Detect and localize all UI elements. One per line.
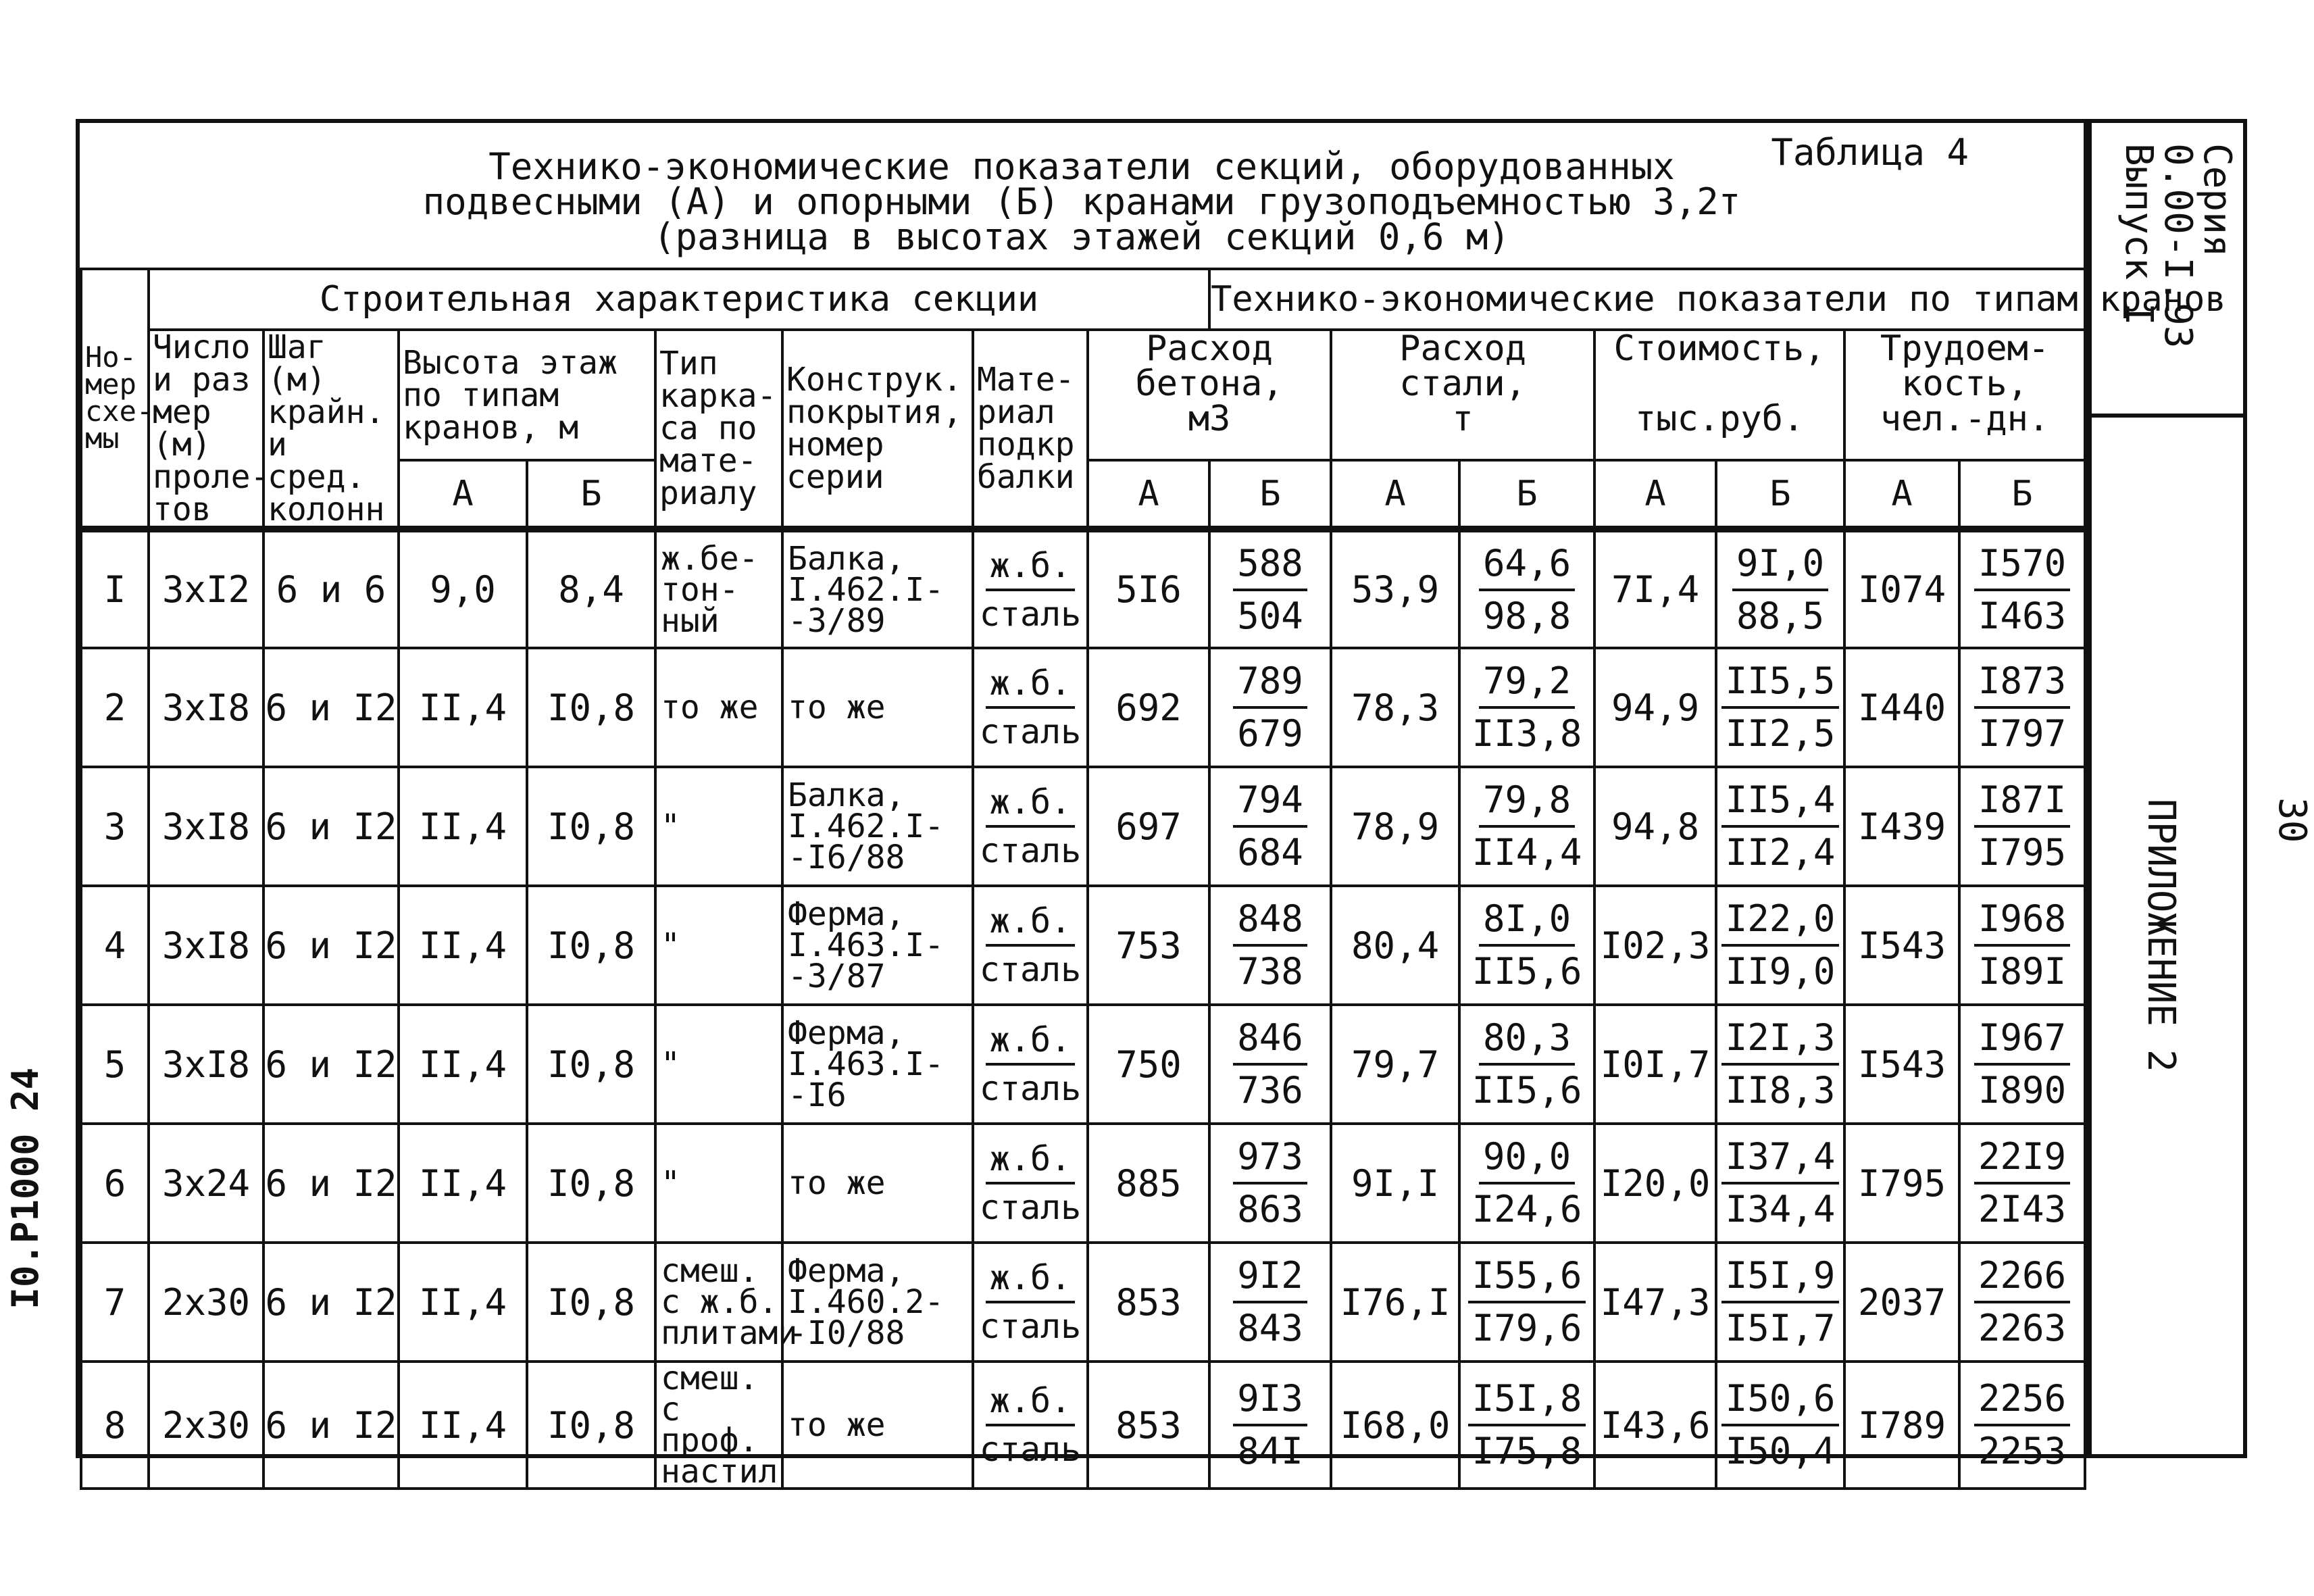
- concrete-b-value: [1209, 529, 1331, 648]
- spans-value: 3хI8: [149, 1005, 263, 1124]
- labor-b-value-top: 2266: [1974, 1255, 2070, 1303]
- header-step: Шаг (м) крайн. и сред. колонн: [263, 330, 399, 529]
- steel-b-value-bottom: II5,6: [1472, 1069, 1582, 1112]
- construct-value: Ферма, I.460.2- -I0/88: [782, 1243, 973, 1362]
- labor-b-value-top: I968: [1974, 898, 2070, 947]
- cost-a-value: I20,0: [1594, 1124, 1716, 1243]
- labor-b-value-bottom: I890: [1978, 1069, 2067, 1112]
- labor-b-value-fraction: [1961, 1136, 2084, 1230]
- steel-b-value: [1459, 529, 1594, 648]
- construct-value: Балка, I.462.I- -I6/88: [782, 767, 973, 886]
- concrete-b-value-top: 789: [1233, 660, 1307, 709]
- material-value-fraction: [974, 547, 1086, 633]
- labor-b-value: [1959, 529, 2085, 648]
- cost-a-value: I0I,7: [1594, 1005, 1716, 1124]
- concrete-b-value-fraction: [1211, 543, 1330, 637]
- labor-b-value-fraction: [1961, 779, 2084, 874]
- concrete-b-value-top: 848: [1233, 898, 1307, 947]
- cost-b-value-top: 9I,0: [1732, 543, 1828, 591]
- cost-a-value: 7I,4: [1594, 529, 1716, 648]
- material-value-bottom: сталь: [979, 831, 1082, 870]
- construct-value: Ферма, I.463.I- -I6: [782, 1005, 973, 1124]
- concrete-b-value-bottom: 738: [1237, 950, 1303, 993]
- material-value: [973, 1005, 1088, 1124]
- table-row: [81, 886, 2085, 1005]
- concrete-a-value: 753: [1088, 886, 1209, 1005]
- table-row: [81, 1362, 2085, 1489]
- steel-b-value-bottom: II3,8: [1472, 712, 1582, 755]
- header-concrete-b: Б: [1209, 460, 1331, 529]
- page-number: 30: [2270, 797, 2314, 843]
- steel-a-value: 79,7: [1331, 1005, 1459, 1124]
- construct-value: то же: [782, 1362, 973, 1489]
- height-a-value: II,4: [399, 1362, 527, 1489]
- cost-b-value-top: II5,4: [1721, 779, 1840, 828]
- cost-b-value: [1716, 648, 1844, 767]
- table-row: [81, 648, 2085, 767]
- steel-a-value: 78,3: [1331, 648, 1459, 767]
- header-labor-a: А: [1844, 460, 1959, 529]
- concrete-b-value-bottom: 504: [1237, 594, 1303, 637]
- concrete-b-value-top: 794: [1233, 779, 1307, 828]
- scheme-number: 4: [81, 886, 149, 1005]
- cost-b-value-fraction: [1717, 543, 1843, 637]
- cost-b-value-bottom: II9,0: [1725, 950, 1836, 993]
- cost-b-value: [1716, 529, 1844, 648]
- labor-b-value: [1959, 886, 2085, 1005]
- step-value: 6 и I2: [263, 1243, 399, 1362]
- frame-type-value: ": [655, 886, 782, 1005]
- cost-b-value-top: I22,0: [1721, 898, 1840, 947]
- header-labor: Трудоем- кость, чел.-дн.: [1844, 330, 2085, 460]
- header-frame-type: Тип карка- са по мате- риалу: [655, 330, 782, 529]
- steel-a-value: 78,9: [1331, 767, 1459, 886]
- header-tech-group: Технико-экономические показатели по типам кранов: [1209, 269, 2085, 330]
- labor-b-value-top: 22I9: [1974, 1136, 2070, 1184]
- cost-b-value-bottom: II2,5: [1725, 712, 1836, 755]
- material-value-fraction: [974, 1259, 1086, 1345]
- concrete-b-value: [1209, 648, 1331, 767]
- step-value: 6 и 6: [263, 529, 399, 648]
- concrete-b-value: [1209, 1243, 1331, 1362]
- concrete-b-value-top: 9I2: [1233, 1255, 1307, 1303]
- header-labor-b: Б: [1959, 460, 2085, 529]
- height-a-value: II,4: [399, 767, 527, 886]
- title-line-3: (разница в высотах этажей секций 0,6 м): [653, 216, 1510, 258]
- cost-b-value: [1716, 1005, 1844, 1124]
- cost-b-value-top: I37,4: [1721, 1136, 1840, 1184]
- labor-b-value-top: I873: [1974, 660, 2070, 709]
- construct-value: Балка, I.462.I- -3/89: [782, 529, 973, 648]
- concrete-a-value: 5I6: [1088, 529, 1209, 648]
- labor-b-value-fraction: [1961, 1378, 2084, 1472]
- material-value: [973, 1124, 1088, 1243]
- steel-b-value-fraction: [1461, 660, 1593, 755]
- material-value-top: ж.б.: [986, 664, 1075, 709]
- labor-b-value-bottom: 2I43: [1978, 1188, 2067, 1230]
- step-value: 6 и I2: [263, 1362, 399, 1489]
- cost-b-value-fraction: [1717, 1255, 1843, 1349]
- frame-type-value: ": [655, 1005, 782, 1124]
- scheme-number: 7: [81, 1243, 149, 1362]
- cost-b-value-bottom: 88,5: [1736, 594, 1825, 637]
- header-concrete-a: А: [1088, 460, 1209, 529]
- labor-a-value: I439: [1844, 767, 1959, 886]
- cost-b-value-top: I2I,3: [1721, 1017, 1840, 1066]
- concrete-b-value-top: 973: [1233, 1136, 1307, 1184]
- cost-b-value-fraction: [1717, 1378, 1843, 1472]
- frame-type-value: смеш. с ж.б. плитами: [655, 1243, 782, 1362]
- height-a-value: II,4: [399, 1124, 527, 1243]
- spans-value: 3хI8: [149, 886, 263, 1005]
- labor-b-value-bottom: I89I: [1978, 950, 2067, 993]
- height-a-value: II,4: [399, 1243, 527, 1362]
- concrete-a-value: 853: [1088, 1243, 1209, 1362]
- concrete-b-value-bottom: 843: [1237, 1307, 1303, 1349]
- spans-value: 2х30: [149, 1362, 263, 1489]
- material-value-bottom: сталь: [979, 1069, 1082, 1108]
- concrete-a-value: 885: [1088, 1124, 1209, 1243]
- material-value-bottom: сталь: [979, 1430, 1082, 1469]
- material-value-fraction: [974, 1382, 1086, 1468]
- steel-b-value-bottom: II4,4: [1472, 831, 1582, 874]
- material-value-top: ж.б.: [986, 1259, 1075, 1303]
- spans-value: 3хI2: [149, 529, 263, 648]
- concrete-b-value-bottom: 863: [1237, 1188, 1303, 1230]
- scheme-number: 6: [81, 1124, 149, 1243]
- frame-type-value: то же: [655, 648, 782, 767]
- concrete-b-value-bottom: 84I: [1237, 1430, 1303, 1472]
- appendix-label: ПРИЛОЖЕНИЕ 2: [2139, 799, 2183, 1072]
- concrete-b-value-bottom: 679: [1237, 712, 1303, 755]
- concrete-a-value: 853: [1088, 1362, 1209, 1489]
- concrete-b-value-top: 588: [1233, 543, 1307, 591]
- scheme-number: I: [81, 529, 149, 648]
- frame-type-value: смеш. с проф. настил: [655, 1362, 782, 1489]
- step-value: 6 и I2: [263, 1005, 399, 1124]
- spans-value: 3хI8: [149, 648, 263, 767]
- cost-b-value: [1716, 767, 1844, 886]
- concrete-b-value-fraction: [1211, 1136, 1330, 1230]
- header-steel-a: А: [1331, 460, 1459, 529]
- steel-b-value-top: 79,2: [1479, 660, 1575, 709]
- cost-a-value: I43,6: [1594, 1362, 1716, 1489]
- header-height-a: А: [399, 460, 527, 529]
- concrete-b-value-fraction: [1211, 1255, 1330, 1349]
- height-b-value: I0,8: [527, 1005, 655, 1124]
- spans-value: 2х30: [149, 1243, 263, 1362]
- steel-b-value: [1459, 648, 1594, 767]
- height-b-value: I0,8: [527, 767, 655, 886]
- labor-b-value-bottom: I797: [1978, 712, 2067, 755]
- concrete-b-value-top: 9I3: [1233, 1378, 1307, 1426]
- steel-b-value-fraction: [1461, 1017, 1593, 1112]
- material-value-bottom: сталь: [979, 1307, 1082, 1346]
- steel-b-value-fraction: [1461, 1378, 1593, 1472]
- labor-a-value: I543: [1844, 886, 1959, 1005]
- cost-b-value-bottom: II8,3: [1725, 1069, 1836, 1112]
- material-value: [973, 1243, 1088, 1362]
- material-value: [973, 529, 1088, 648]
- labor-a-value: I440: [1844, 648, 1959, 767]
- concrete-a-value: 697: [1088, 767, 1209, 886]
- table-row: [81, 1124, 2085, 1243]
- side-panel: [2088, 119, 2247, 1458]
- material-value-bottom: сталь: [979, 1188, 1082, 1227]
- concrete-a-value: 750: [1088, 1005, 1209, 1124]
- labor-b-value: [1959, 1124, 2085, 1243]
- title-line-1: Технико-экономические показатели секций, оборудованных: [488, 145, 1675, 188]
- steel-b-value-fraction: [1461, 779, 1593, 874]
- material-value-bottom: сталь: [979, 950, 1082, 989]
- height-a-value: II,4: [399, 886, 527, 1005]
- series-label: Серия 0.00-I.93 Выпуск I: [2117, 143, 2239, 349]
- steel-a-value: 53,9: [1331, 529, 1459, 648]
- concrete-b-value-fraction: [1211, 1017, 1330, 1112]
- cost-b-value: [1716, 1243, 1844, 1362]
- cost-b-value-bottom: II2,4: [1725, 831, 1836, 874]
- labor-b-value-top: I570: [1974, 543, 2070, 591]
- cost-b-value-bottom: I50,4: [1725, 1430, 1836, 1472]
- cost-b-value: [1716, 1124, 1844, 1243]
- height-b-value: I0,8: [527, 886, 655, 1005]
- material-value-top: ж.б.: [986, 783, 1075, 828]
- labor-a-value: I074: [1844, 529, 1959, 648]
- height-b-value: I0,8: [527, 1362, 655, 1489]
- cost-b-value-fraction: [1717, 660, 1843, 755]
- header-construct: Конструк. покрытия, номер серии: [782, 330, 973, 529]
- table-row: [81, 529, 2085, 648]
- material-value: [973, 886, 1088, 1005]
- height-a-value: II,4: [399, 648, 527, 767]
- step-value: 6 и I2: [263, 648, 399, 767]
- concrete-b-value: [1209, 1124, 1331, 1243]
- material-value-top: ж.б.: [986, 1140, 1075, 1184]
- labor-a-value: I789: [1844, 1362, 1959, 1489]
- steel-b-value: [1459, 1124, 1594, 1243]
- material-value: [973, 648, 1088, 767]
- height-b-value: I0,8: [527, 1243, 655, 1362]
- labor-a-value: I795: [1844, 1124, 1959, 1243]
- material-value-bottom: сталь: [979, 594, 1082, 634]
- spans-value: 3х24: [149, 1124, 263, 1243]
- labor-b-value: [1959, 1243, 2085, 1362]
- height-a-value: II,4: [399, 1005, 527, 1124]
- cost-b-value-fraction: [1717, 1017, 1843, 1112]
- labor-b-value-bottom: 2263: [1978, 1307, 2067, 1349]
- steel-b-value: [1459, 1362, 1594, 1489]
- construct-value: Ферма, I.463.I- -3/87: [782, 886, 973, 1005]
- labor-b-value-bottom: I463: [1978, 594, 2067, 637]
- labor-b-value-top: 2256: [1974, 1378, 2070, 1426]
- header-steel: Расход стали, т: [1331, 330, 1594, 460]
- labor-b-value-fraction: [1961, 898, 2084, 993]
- cost-b-value-top: I5I,9: [1721, 1255, 1840, 1303]
- step-value: 6 и I2: [263, 886, 399, 1005]
- steel-b-value-top: I55,6: [1468, 1255, 1586, 1303]
- header-material: Мате- риал подкр балки: [973, 330, 1088, 529]
- header-concrete: Расход бетона, м3: [1088, 330, 1331, 460]
- cost-b-value-bottom: I5I,7: [1725, 1307, 1836, 1349]
- steel-b-value-bottom: II5,6: [1472, 950, 1582, 993]
- scheme-number: 8: [81, 1362, 149, 1489]
- frame-type-value: ": [655, 767, 782, 886]
- steel-a-value: 80,4: [1331, 886, 1459, 1005]
- header-cost-b: Б: [1716, 460, 1844, 529]
- labor-b-value-top: I967: [1974, 1017, 2070, 1066]
- concrete-b-value: [1209, 1005, 1331, 1124]
- concrete-a-value: 692: [1088, 648, 1209, 767]
- labor-b-value: [1959, 767, 2085, 886]
- header-steel-b: Б: [1459, 460, 1594, 529]
- frame-type-value: ж.бе- тон- ный: [655, 529, 782, 648]
- table-row: [81, 1005, 2085, 1124]
- scheme-number: 3: [81, 767, 149, 886]
- material-value: [973, 767, 1088, 886]
- step-value: 6 и I2: [263, 767, 399, 886]
- cost-b-value-fraction: [1717, 898, 1843, 993]
- labor-b-value: [1959, 1362, 2085, 1489]
- step-value: 6 и I2: [263, 1124, 399, 1243]
- material-value: [973, 1362, 1088, 1489]
- construct-value: то же: [782, 1124, 973, 1243]
- concrete-b-value: [1209, 886, 1331, 1005]
- concrete-b-value-fraction: [1211, 1378, 1330, 1472]
- concrete-b-value-fraction: [1211, 660, 1330, 755]
- steel-b-value-top: 90,0: [1479, 1136, 1575, 1184]
- material-value-fraction: [974, 664, 1086, 751]
- steel-b-value-fraction: [1461, 1136, 1593, 1230]
- title-line-2: подвесными (А) и опорными (Б) кранами грузоподъемностью 3,2т: [422, 180, 1741, 223]
- concrete-b-value: [1209, 1362, 1331, 1489]
- concrete-b-value-bottom: 736: [1237, 1069, 1303, 1112]
- steel-b-value-top: 79,8: [1479, 779, 1575, 828]
- labor-a-value: I543: [1844, 1005, 1959, 1124]
- margin-stamp: I0.P1000 24: [4, 1068, 47, 1310]
- cost-b-value-fraction: [1717, 1136, 1843, 1230]
- labor-b-value-fraction: [1961, 1255, 2084, 1349]
- labor-b-value: [1959, 648, 2085, 767]
- table-row: [81, 1243, 2085, 1362]
- cost-b-value-top: I50,6: [1721, 1378, 1840, 1426]
- concrete-b-value-top: 846: [1233, 1017, 1307, 1066]
- steel-b-value-top: 80,3: [1479, 1017, 1575, 1066]
- steel-b-value: [1459, 767, 1594, 886]
- steel-b-value-bottom: I79,6: [1472, 1307, 1582, 1349]
- spans-value: 3хI8: [149, 767, 263, 886]
- material-value-top: ж.б.: [986, 547, 1075, 591]
- cost-a-value: 94,8: [1594, 767, 1716, 886]
- table-label: Таблица 4: [1771, 131, 1969, 174]
- header-height: Высота этаж по типам кранов, м: [399, 330, 655, 460]
- cost-b-value-fraction: [1717, 779, 1843, 874]
- labor-b-value-top: I87I: [1974, 779, 2070, 828]
- header-row-groups: [81, 269, 2085, 330]
- steel-b-value-bottom: I75,8: [1472, 1430, 1582, 1472]
- steel-b-value: [1459, 886, 1594, 1005]
- header-height-b: Б: [527, 460, 655, 529]
- cost-b-value-top: II5,5: [1721, 660, 1840, 709]
- concrete-b-value: [1209, 767, 1331, 886]
- steel-b-value-fraction: [1461, 1255, 1593, 1349]
- table-row: [81, 767, 2085, 886]
- steel-b-value-fraction: [1461, 898, 1593, 993]
- steel-b-value-bottom: I24,6: [1472, 1188, 1582, 1230]
- material-value-top: ж.б.: [986, 1382, 1075, 1426]
- concrete-b-value-bottom: 684: [1237, 831, 1303, 874]
- material-value-fraction: [974, 783, 1086, 870]
- material-value-top: ж.б.: [986, 1021, 1075, 1066]
- height-a-value: 9,0: [399, 529, 527, 648]
- cost-a-value: I47,3: [1594, 1243, 1716, 1362]
- material-value-fraction: [974, 1140, 1086, 1226]
- labor-a-value: 2037: [1844, 1243, 1959, 1362]
- construct-value: то же: [782, 648, 973, 767]
- steel-a-value: I76,I: [1331, 1243, 1459, 1362]
- scheme-number: 5: [81, 1005, 149, 1124]
- header-row-columns: [81, 330, 2085, 460]
- cost-a-value: I02,3: [1594, 886, 1716, 1005]
- table-body: [81, 529, 2085, 1489]
- steel-b-value-bottom: 98,8: [1483, 594, 1571, 637]
- labor-b-value: [1959, 1005, 2085, 1124]
- labor-b-value-fraction: [1961, 660, 2084, 755]
- material-value-top: ж.б.: [986, 902, 1075, 947]
- height-b-value: 8,4: [527, 529, 655, 648]
- cost-b-value-bottom: I34,4: [1725, 1188, 1836, 1230]
- scheme-number: 2: [81, 648, 149, 767]
- concrete-b-value-fraction: [1211, 898, 1330, 993]
- steel-a-value: 9I,I: [1331, 1124, 1459, 1243]
- height-b-value: I0,8: [527, 1124, 655, 1243]
- header-num: Но- мер схе- мы: [81, 269, 149, 529]
- steel-b-value-top: 64,6: [1479, 543, 1575, 591]
- side-divider: [2092, 414, 2243, 418]
- header-cost-a: А: [1594, 460, 1716, 529]
- concrete-b-value-fraction: [1211, 779, 1330, 874]
- header-construct-group: Строительная характеристика секции: [149, 269, 1209, 330]
- height-b-value: I0,8: [527, 648, 655, 767]
- header-cost: Стоимость, тыс.руб.: [1594, 330, 1844, 460]
- steel-b-value: [1459, 1005, 1594, 1124]
- labor-b-value-fraction: [1961, 543, 2084, 637]
- material-value-bottom: сталь: [979, 712, 1082, 751]
- steel-b-value-top: I5I,8: [1468, 1378, 1586, 1426]
- material-value-fraction: [974, 1021, 1086, 1107]
- cost-b-value: [1716, 1362, 1844, 1489]
- material-value-fraction: [974, 902, 1086, 989]
- steel-b-value: [1459, 1243, 1594, 1362]
- steel-a-value: I68,0: [1331, 1362, 1459, 1489]
- cost-a-value: 94,9: [1594, 648, 1716, 767]
- frame-type-value: ": [655, 1124, 782, 1243]
- steel-b-value-top: 8I,0: [1479, 898, 1575, 947]
- labor-b-value-bottom: I795: [1978, 831, 2067, 874]
- cost-b-value: [1716, 886, 1844, 1005]
- labor-b-value-fraction: [1961, 1017, 2084, 1112]
- labor-b-value-bottom: 2253: [1978, 1430, 2067, 1472]
- header-spans: Число и раз мер (м) проле- тов: [149, 330, 263, 529]
- steel-b-value-fraction: [1461, 543, 1593, 637]
